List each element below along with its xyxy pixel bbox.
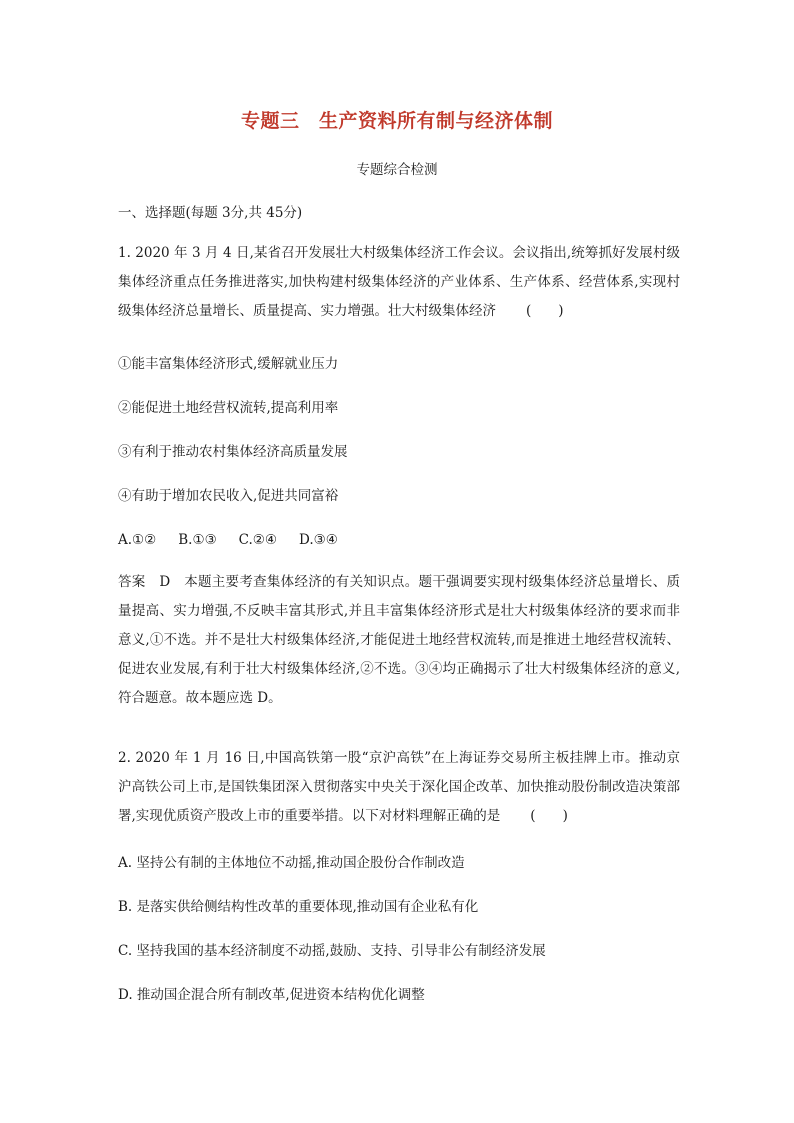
question-1-item-3: ③有利于推动农村集体经济高质量发展 xyxy=(118,444,348,460)
question-1-answer-explanation: 答案 D 本题主要考查集体经济的有关知识点。题干强调要实现村级集体经济总量增长、质量提高、实力增强,不反映丰富其形式,并且丰富集体经济形式是壮大村级集体经济的要求而非意义,①不选。并不是壮大村级集体经济,才能促进土地经营权流转,而是推进土地经营权流转、促进农业发展,有利于壮大村级集体经济,②不选。③④均正确揭示了壮大村级集体经济的意义,符合题意。故本题应选 D。 xyxy=(118,574,680,706)
question-2-stem-text: 2. 2020 年 1 月 16 日,中国高铁第一股“京沪高铁”在上海证券交易所主板挂牌上市。推动京沪高铁公司上市,是国铁集团深入贯彻落实中央关于深化国企改革、加快推动股份制改造决策部署,实现优质资产股改上市的重要举措。以下对材料理解正确的是 xyxy=(118,750,680,824)
question-2-answer-paren: ( ) xyxy=(530,808,568,824)
question-1-option-c: C.②④ xyxy=(238,532,278,548)
question-1-answer-paren: ( ) xyxy=(526,303,564,319)
question-1-stem xyxy=(118,239,680,326)
section-heading: 一、选择题(每题 3分,共 45分) xyxy=(118,205,303,221)
question-2-option-a: A. 坚持公有制的主体地位不动摇,推动国企股份合作制改造 xyxy=(118,855,465,871)
page-title: 专题三 生产资料所有制与经济体制 xyxy=(240,110,553,132)
question-1-stem-text: 1. 2020 年 3 月 4 日,某省召开发展壮大村级集体经济工作会议。会议指出,统筹抓好发展村级集体经济重点任务推进落实,加快构建村级集体经济的产业体系、生产体系、经营体系,实现村级集体经济总量增长、质量提高、实力增强。壮大村级集体经济 xyxy=(118,245,680,319)
question-2-option-c: C. 坚持我国的基本经济制度不动摇,鼓励、支持、引导非公有制经济发展 xyxy=(118,943,546,959)
page-subtitle: 专题综合检测 xyxy=(356,162,438,178)
question-2-option-b: B. 是落实供给侧结构性改革的重要体现,推动国有企业私有化 xyxy=(118,899,479,915)
question-1-item-2: ②能促进土地经营权流转,提高利用率 xyxy=(118,400,339,416)
question-1-option-d: D.③④ xyxy=(299,532,338,548)
question-1-item-1: ①能丰富集体经济形式,缓解就业压力 xyxy=(118,356,339,372)
question-1-item-4: ④有助于增加农民收入,促进共同富裕 xyxy=(118,488,339,504)
question-2-option-d: D. 推动国企混合所有制改革,促进资本结构优化调整 xyxy=(118,987,425,1003)
question-2-stem xyxy=(118,744,680,831)
question-1-options xyxy=(118,530,360,550)
question-1-option-b: B.①③ xyxy=(178,532,217,548)
question-1-option-a: A.①② xyxy=(118,532,157,548)
